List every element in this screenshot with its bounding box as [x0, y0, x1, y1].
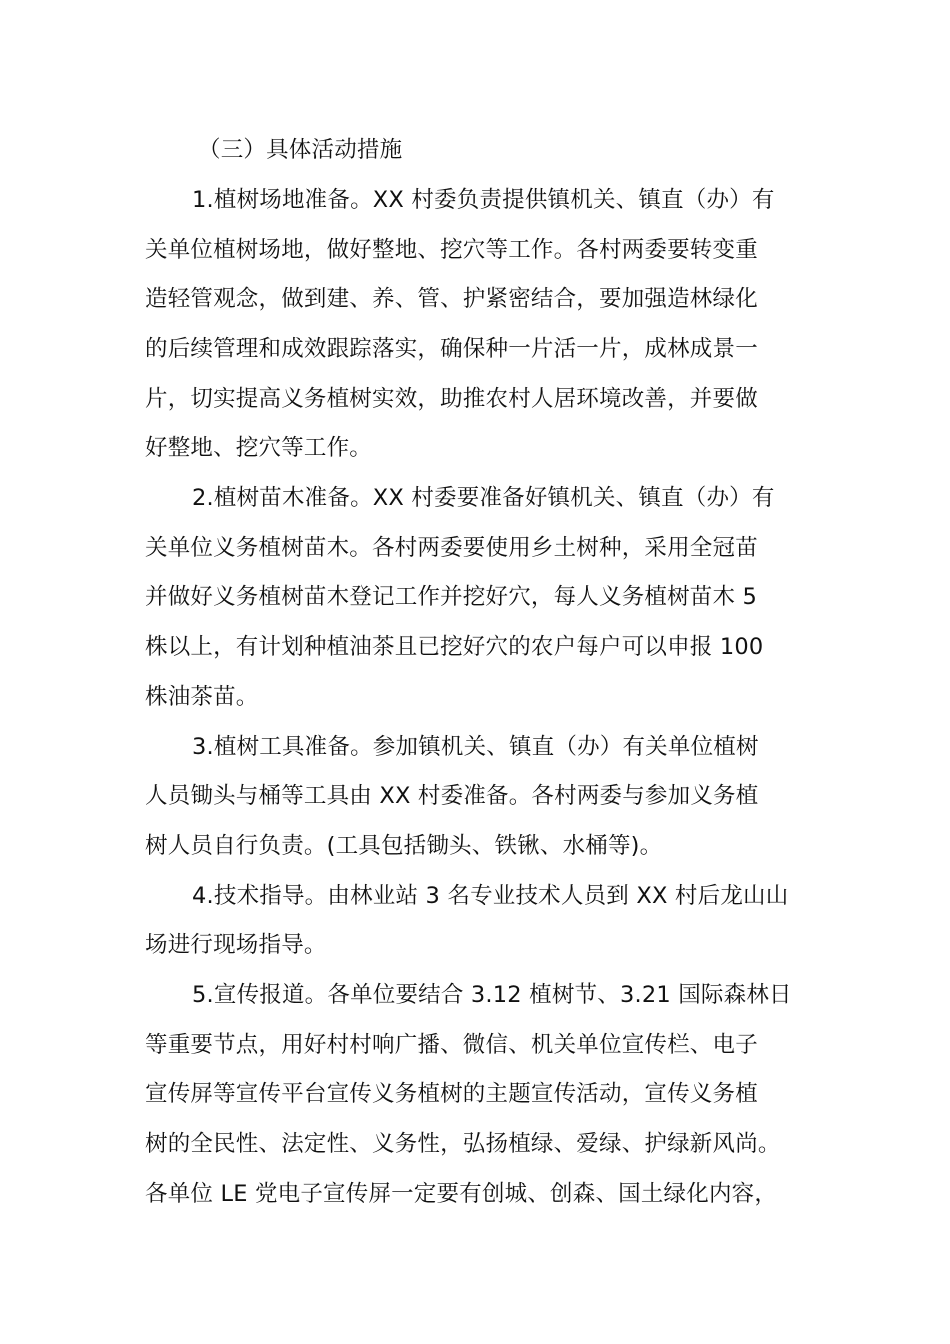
- paragraph-5-line-2: 等重要节点，用好村村响广播、微信、机关单位宣传栏、电子: [145, 1032, 758, 1058]
- section-heading: （三）具体活动措施: [198, 137, 403, 163]
- paragraph-2-line-2: 关单位义务植树苗木。各村两委要使用乡土树种，采用全冠苗: [145, 535, 758, 561]
- paragraph-1-line-4: 的后续管理和成效跟踪落实，确保种一片活一片，成林成景一: [145, 336, 758, 362]
- paragraph-5-line-4: 树的全民性、法定性、义务性，弘扬植绿、爱绿、护绿新风尚。: [145, 1131, 781, 1157]
- paragraph-5-line-5: 各单位 LE 党电子宣传屏一定要有创城、创森、国土绿化内容，: [145, 1181, 778, 1207]
- paragraph-1-line-1: 1.植树场地准备。XX 村委负责提供镇机关、镇直（办）有: [192, 187, 775, 213]
- paragraph-2-line-3: 并做好义务植树苗木登记工作并挖好穴，每人义务植树苗木 5: [145, 584, 758, 610]
- paragraph-1-line-5: 片，切实提高义务植树实效，助推农村人居环境改善，并要做: [145, 386, 758, 412]
- paragraph-2-line-5: 株油茶苗。: [145, 684, 259, 710]
- paragraph-1-line-2: 关单位植树场地，做好整地、挖穴等工作。各村两委要转变重: [145, 237, 758, 263]
- paragraph-4-line-2: 场进行现场指导。: [145, 932, 327, 958]
- paragraph-5-line-3: 宣传屏等宣传平台宣传义务植树的主题宣传活动，宣传义务植: [145, 1081, 758, 1107]
- paragraph-3-line-2: 人员锄头与桶等工具由 XX 村委准备。各村两委与参加义务植: [145, 783, 759, 809]
- paragraph-3-line-1: 3.植树工具准备。参加镇机关、镇直（办）有关单位植树: [192, 734, 759, 760]
- paragraph-1-line-3: 造轻管观念，做到建、养、管、护紧密结合，要加强造林绿化: [145, 286, 758, 312]
- paragraph-1-line-6: 好整地、挖穴等工作。: [145, 435, 373, 461]
- paragraph-3-line-3: 树人员自行负责。(工具包括锄头、铁锹、水桶等)。: [145, 833, 663, 859]
- paragraph-2-line-1: 2.植树苗木准备。XX 村委要准备好镇机关、镇直（办）有: [192, 485, 775, 511]
- paragraph-5-line-1: 5.宣传报道。各单位要结合 3.12 植树节、3.21 国际森林日: [192, 982, 792, 1008]
- paragraph-4-line-1: 4.技术指导。由林业站 3 名专业技术人员到 XX 村后龙山山: [192, 883, 789, 909]
- paragraph-2-line-4: 株以上，有计划种植油茶且已挖好穴的农户每户可以申报 100: [145, 634, 764, 660]
